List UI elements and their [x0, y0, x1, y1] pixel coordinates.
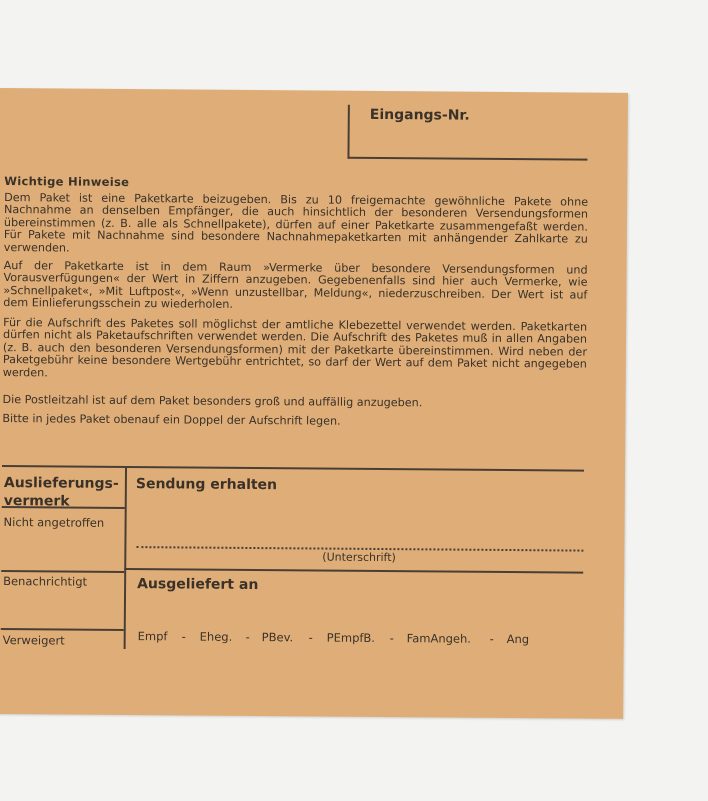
form-divider — [124, 466, 127, 649]
benachrichtigt-label: Benachrichtigt — [3, 574, 88, 589]
unterschrift-label: (Unterschrift) — [322, 550, 396, 565]
hints-heading: Wichtige Hinweise — [4, 174, 130, 190]
left-rule-3 — [1, 628, 124, 631]
hint-paragraph-5: Bitte in jedes Paket obenauf ein Doppel der Aufschrift legen. — [2, 412, 341, 428]
eingang-nr-label: Eingangs-Nr. — [369, 106, 470, 124]
eingang-nr-box — [347, 105, 587, 161]
option-eheg: Eheg. — [199, 629, 233, 644]
option-separator: - — [308, 630, 313, 645]
parcel-card — [0, 88, 628, 719]
left-rule-2 — [1, 570, 124, 573]
sendung-erhalten-label: Sendung erhalten — [135, 476, 278, 494]
form-middle-rule — [124, 568, 583, 574]
hint-paragraph-2: Auf der Paketkarte ist in dem Raum »Vermerke über besondere Versendungsformen und Vorausverfügungen« der Wert in Ziffern anzugeben. Gegebenenfalls sind hier auch Vermerke, wie »Schnellpaket«, »Mit Luftpost«, »Wenn unzustellbar, Meldung«, niederzuschreiben. Der Wert ist auf dem Einlieferungsschein zu wiederholen. — [3, 259, 588, 312]
option-separator: - — [245, 629, 250, 644]
auslieferung-label-2: vermerk — [3, 493, 70, 510]
verweigert-label: Verweigert — [2, 633, 65, 648]
option-pempfb: PEmpfB. — [326, 630, 376, 645]
auslieferung-label-1: Auslieferungs- — [3, 475, 119, 492]
hint-paragraph-1: Dem Paket ist eine Paketkarte beizugeben. Bis zu 10 freigemachte gewöhnliche Pakete ohne Nachnahme an denselben Empfänger, die auch hinsichtlich der besonderen Versendungsformen übereinstimmen (z. B. alle als Schnellpakete), dürfen auf einer Paketkarte zusammengefaßt werden. Für Pakete mit Nachnahme sind besondere Nachnahmepaketkarten mit anhängender Zahlkarte zu verwenden. — [3, 191, 589, 255]
option-pbev: PBev. — [261, 630, 294, 645]
form-top-rule — [2, 465, 584, 472]
option-separator: - — [181, 629, 186, 644]
option-separator: - — [389, 631, 394, 646]
ausgeliefert-an-label: Ausgeliefert an — [137, 576, 259, 594]
option-famangeh: FamAngeh. — [406, 631, 472, 646]
hint-paragraph-3: Für die Aufschrift des Paketes soll möglichst der amtliche Klebezettel verwendet werden. Paketkarten dürfen nicht als Paketaufschriften verwendet werden. Die Aufschrift des Paketes muß in allen Angaben (z. B. auch den besonderen Versendungsformen) mit der Paketkarte übereinstimmen. Wird neben der Paketgebühr keine besondere Wertgebühr entrichtet, so darf der Wert auf dem Paket nicht angegeben werden. — [2, 316, 588, 380]
option-empf: Empf — [137, 629, 168, 644]
option-separator: - — [489, 631, 494, 646]
nicht-angetroffen-label: Nicht angetroffen — [3, 515, 105, 530]
hint-paragraph-4: Die Postleitzahl ist auf dem Paket besonders groß und auffällig anzugeben. — [2, 393, 423, 410]
option-ang: Ang — [506, 631, 530, 647]
